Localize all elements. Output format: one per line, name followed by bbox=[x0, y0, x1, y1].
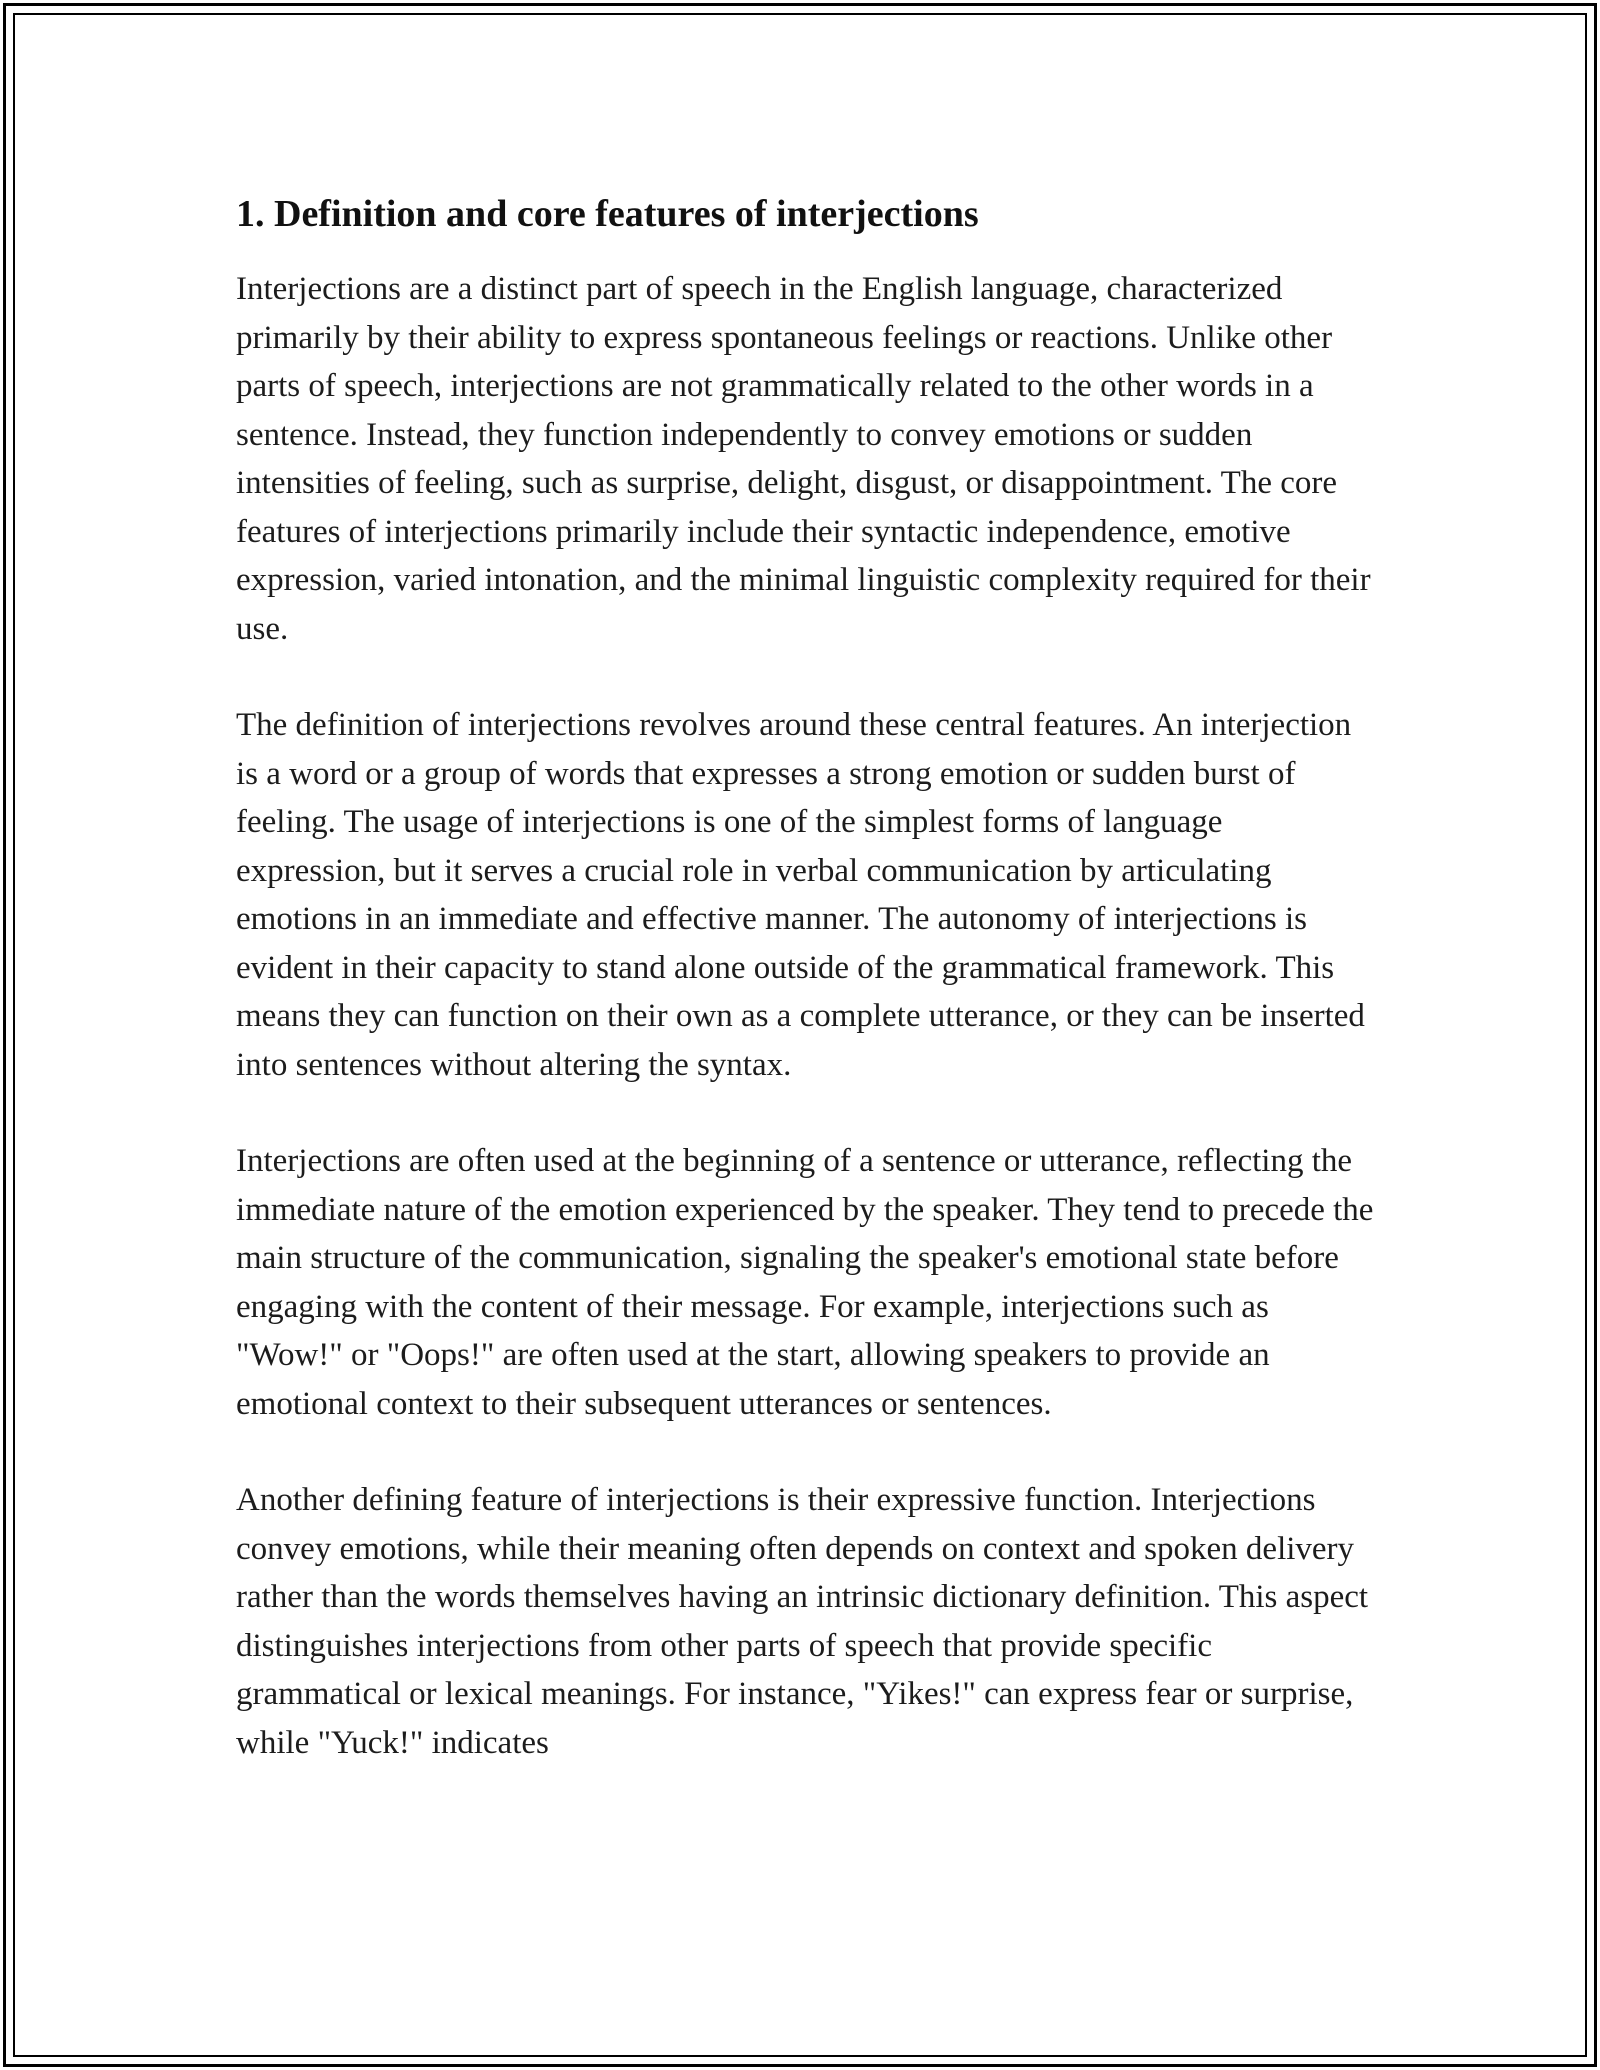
section-heading: 1. Definition and core features of interjections bbox=[236, 193, 979, 235]
paragraph-3: Interjections are often used at the beginning of a sentence or utterance, reflecting the immediate nature of the emotion experienced by the speaker. They tend to precede the main structure of the communication, signaling the speaker's emotional state before engaging with the content of their message. For example, interjections such as "Wow!" or "Oops!" are often used at the start, allowing speakers to provide an emotional context to their subsequent utterances or sentences. bbox=[236, 1143, 1374, 1422]
document-body bbox=[236, 185, 1376, 1767]
paragraph-1: Interjections are a distinct part of speech in the English language, characterized primarily by their ability to express spontaneous feelings or reactions. Unlike other parts of speech, interjections are not grammatically related to the other words in a sentence. Instead, they function independently to convey emotions or sudden intensities of feeling, such as surprise, delight, disgust, or disappointment. The core features of interjections primarily include their syntactic independence, emotive expression, varied intonation, and the minimal linguistic complexity required for their use. bbox=[236, 271, 1371, 647]
paragraph-2: The definition of interjections revolves around these central features. An interjection is a word or a group of words that expresses a strong emotion or sudden burst of feeling. The usage of interjections is one of the simplest forms of language expression, but it serves a crucial role in verbal communication by articulating emotions in an immediate and effective manner. The autonomy of interjections is evident in their capacity to stand alone outside of the grammatical framework. This means they can function on their own as a complete utterance, or they can be inserted into sentences without altering the syntax. bbox=[236, 707, 1365, 1083]
paragraph-4: Another defining feature of interjections is their expressive function. Interjections convey emotions, while their meaning often depends on context and spoken delivery rather than the words themselves having an intrinsic dictionary definition. This aspect distinguishes interjections from other parts of speech that provide specific grammatical or lexical meanings. For instance, "Yikes!" can express fear or surprise, while "Yuck!" indicates bbox=[236, 1482, 1369, 1761]
